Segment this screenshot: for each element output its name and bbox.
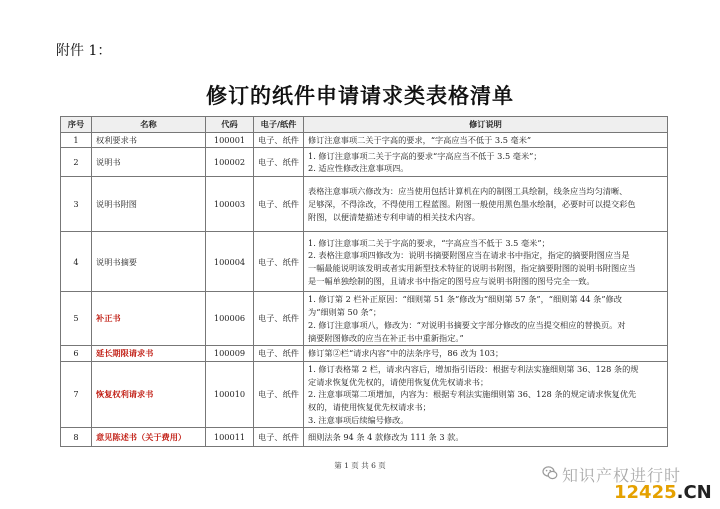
row-number: 5 — [61, 292, 92, 346]
table-row — [61, 148, 668, 177]
row-number: 4 — [61, 232, 92, 292]
table-header-row — [61, 117, 668, 133]
form-type: 电子、纸件 — [254, 132, 304, 148]
form-type: 电子、纸件 — [254, 232, 304, 292]
table-row — [61, 346, 668, 362]
brand-number: 12425 — [614, 482, 677, 503]
form-code: 100004 — [206, 232, 254, 292]
form-name: 说明书附图 — [92, 177, 206, 232]
header-name: 名称 — [92, 117, 206, 133]
form-type: 电子、纸件 — [254, 361, 304, 428]
header-code: 代码 — [206, 117, 254, 133]
description-line: 修订第②栏“请求内容”中的法条序号，86 改为 103； — [308, 348, 504, 359]
description-line: 2. 修订注意事项八，修改为：“对说明书摘要文字部分修改的应当提交相应的替换页。对 — [308, 319, 626, 330]
form-type: 电子、纸件 — [254, 292, 304, 346]
form-code: 100009 — [206, 346, 254, 362]
description-line: 2. 表格注意事项四修改为：说明书摘要附图应当在请求书中指定，指定的摘要附图应当是 — [308, 250, 630, 261]
table-row — [61, 232, 668, 292]
table-row — [61, 177, 668, 232]
row-number: 3 — [61, 177, 92, 232]
wechat-icon — [542, 465, 558, 481]
revision-description — [304, 232, 668, 292]
row-number: 7 — [61, 361, 92, 428]
revision-description — [304, 132, 668, 148]
revision-description — [304, 292, 668, 346]
form-name: 补正书 — [92, 292, 206, 346]
row-number: 1 — [61, 132, 92, 148]
form-type: 电子、纸件 — [254, 428, 304, 447]
table-row — [61, 428, 668, 447]
watermark-text: 知识产权进行时 — [562, 466, 682, 485]
row-number: 8 — [61, 428, 92, 447]
description-line: 2. 注意事项第二项增加，内容为：根据专利法实施细则第 36、128 条的规定请求恢复优先 — [308, 389, 637, 400]
site-brand-logo — [614, 483, 712, 503]
description-line: 一幅最能说明该发明或者实用新型技术特征的说明书附图，指定摘要附图的说明书附图应当 — [308, 262, 636, 273]
description-line: 1. 修订注意事项二关于字高的要求“字高应当不低于 3.5 毫米”； — [308, 150, 542, 161]
description-line: 1. 修订注意事项二关于字高的要求，“字高应当不低于 3.5 毫米”； — [308, 237, 550, 248]
form-code: 100002 — [206, 148, 254, 177]
description-line: 修订注意事项二关于字高的要求，“字高应当不低于 3.5 毫米” — [308, 134, 532, 145]
description-line: 足够深，不得涂改，不得使用工程蓝图。附图一般使用黑色墨水绘制，必要时可以提交彩色 — [308, 199, 636, 210]
description-line: 1. 修订表格第 2 栏，请求内容后，增加指引语段：根据专利法实施细则第 36、128 条的规 — [308, 363, 639, 374]
page-footer: 第 1 页 共 6 页 — [334, 461, 386, 470]
brand-domain: .CN — [676, 482, 712, 503]
form-type: 电子、纸件 — [254, 148, 304, 177]
table-row — [61, 132, 668, 148]
description-line: 权的，请使用恢复优先权请求书； — [308, 402, 431, 413]
form-name: 权利要求书 — [92, 132, 206, 148]
description-line: 表格注意事项六修改为：应当使用包括计算机在内的制图工具绘制，线条应当均匀清晰、 — [308, 186, 628, 197]
form-code: 100003 — [206, 177, 254, 232]
revision-description — [304, 148, 668, 177]
form-name: 意见陈述书（关于费用） — [92, 428, 206, 447]
description-line: 摘要附图修改的应当在补正书中重新指定。” — [308, 332, 464, 343]
description-line: 1. 修订第 2 栏补正原因：“细则第 51 条”修改为“细则第 57 条”，“细则第 44 条”修改 — [308, 294, 622, 305]
row-number: 6 — [61, 346, 92, 362]
form-type: 电子、纸件 — [254, 177, 304, 232]
form-name: 恢复权利请求书 — [92, 361, 206, 428]
form-code: 100006 — [206, 292, 254, 346]
revision-description — [304, 346, 668, 362]
description-line: 3. 注意事项后续编号修改。 — [308, 414, 409, 425]
description-line: 附图，以便清楚描述专利申请的相关技术内容。 — [308, 211, 480, 222]
row-number: 2 — [61, 148, 92, 177]
form-code: 100001 — [206, 132, 254, 148]
header-no: 序号 — [61, 117, 92, 133]
forms-table — [60, 116, 668, 447]
form-name: 说明书 — [92, 148, 206, 177]
header-description: 修订说明 — [304, 117, 668, 133]
header-type: 电子/纸件 — [254, 117, 304, 133]
page-title: 修订的纸件申请请求类表格清单 — [206, 84, 514, 108]
revision-description — [304, 177, 668, 232]
form-code: 100011 — [206, 428, 254, 447]
description-line: 是一幅单独绘制的图，且请求书中指定的图号应与说明书附图的图号完全一致。 — [308, 275, 595, 286]
table-row — [61, 361, 668, 428]
form-name: 延长期限请求书 — [92, 346, 206, 362]
revision-description — [304, 361, 668, 428]
table-row — [61, 292, 668, 346]
description-line: 为“细则第 50 条”； — [308, 307, 382, 318]
attachment-label: 附件 1： — [56, 43, 112, 59]
form-name: 说明书摘要 — [92, 232, 206, 292]
description-line: 2. 适应性修改注意事项四。 — [308, 163, 409, 174]
description-line: 定请求恢复优先权的，请使用恢复优先权请求书； — [308, 376, 489, 387]
description-line: 细则法条 94 条 4 款修改为 111 条 3 款。 — [308, 432, 464, 443]
form-type: 电子、纸件 — [254, 346, 304, 362]
revision-description — [304, 428, 668, 447]
form-code: 100010 — [206, 361, 254, 428]
